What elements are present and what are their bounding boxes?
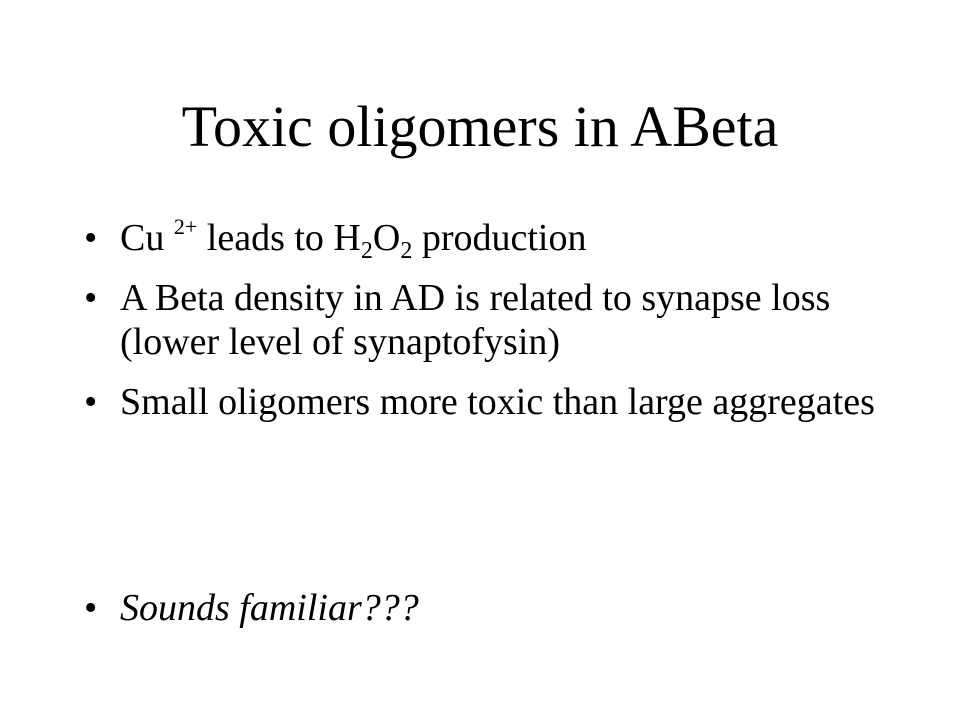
bullet-text-segment: O (372, 217, 401, 259)
bullet-text: Sounds familiar??? (120, 587, 419, 629)
bullet-text-segment: Cu (120, 217, 174, 259)
bullet-text-segment: production (412, 217, 587, 259)
subscript-number: 2 (400, 238, 413, 264)
bullet-marker: • (84, 217, 98, 259)
bullet-text (120, 214, 920, 264)
bullet-text: Small oligomers more toxic than large aggregates (120, 381, 875, 423)
bullet-marker: • (84, 587, 98, 629)
bullet-text-segment: leads to H (197, 217, 361, 259)
bullet-marker: • (84, 277, 98, 319)
bullet-marker: • (84, 381, 98, 423)
superscript-charge: 2+ (173, 214, 198, 239)
bullet-text: A Beta density in AD is related to synapse loss (lower level of synaptofysin) (120, 277, 831, 363)
subscript-number: 2 (360, 238, 373, 264)
slide-title: Toxic oligomers in ABeta (181, 94, 779, 159)
